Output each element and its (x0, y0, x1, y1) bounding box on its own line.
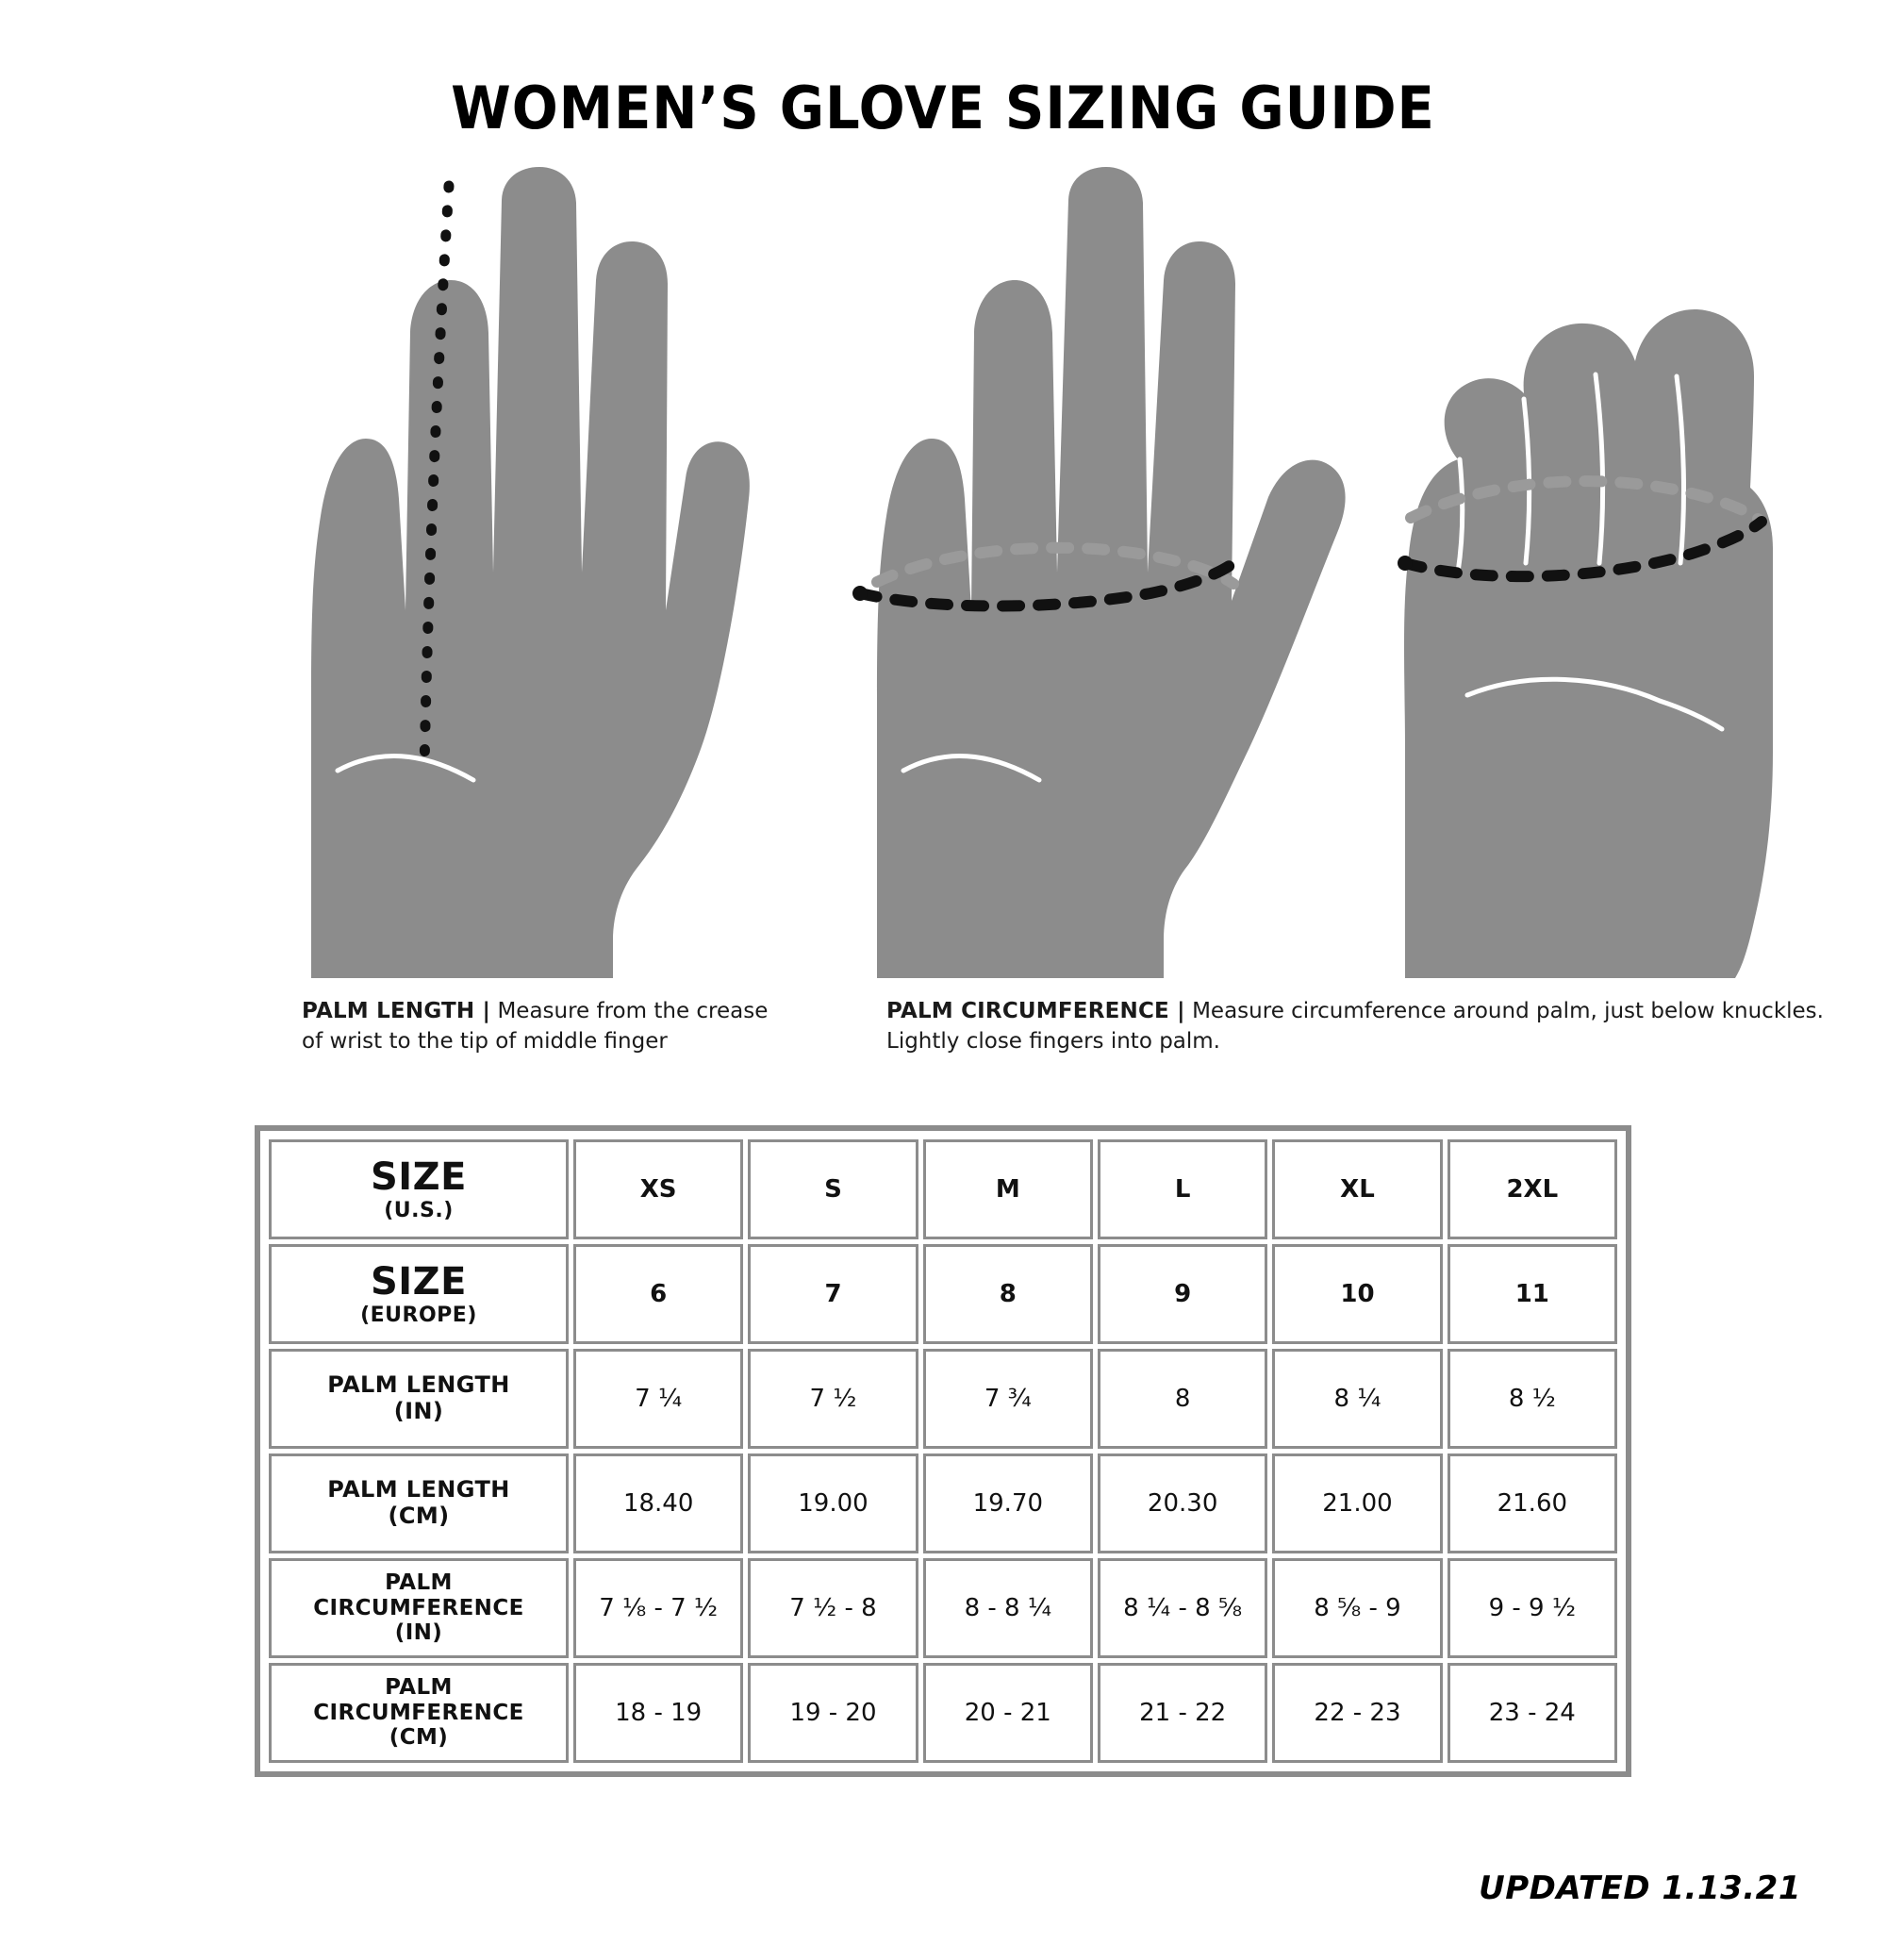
cell: 7 ¾ (923, 1349, 1093, 1449)
cell: 21 - 22 (1098, 1663, 1267, 1763)
caption-palm-circumference (886, 997, 1829, 1056)
caption-palm-circumference-label: PALM CIRCUMFERENCE | (886, 999, 1185, 1023)
row-header-size-us (269, 1139, 569, 1239)
closed-fist-illustration (1377, 167, 1811, 983)
cell: 8 ¼ (1272, 1349, 1442, 1449)
captions-row (57, 997, 1829, 1101)
row-header-palm-circumference-in (269, 1558, 569, 1658)
caption-palm-length (302, 997, 792, 1056)
cell: 7 ⅛ - 7 ½ (573, 1558, 743, 1658)
table-row (269, 1453, 1617, 1553)
cell: 9 (1098, 1244, 1267, 1344)
row-header-sub: (EUROPE) (360, 1304, 477, 1328)
cell: 18 - 19 (573, 1663, 743, 1763)
cell: 2XL (1448, 1139, 1617, 1239)
cell: 9 - 9 ½ (1448, 1558, 1617, 1658)
cell: 19 - 20 (748, 1663, 918, 1763)
row-header-sub: (U.S.) (384, 1199, 454, 1223)
cell: 19.00 (748, 1453, 918, 1553)
row-header-sub: (CM) (389, 1725, 449, 1751)
row-header-main: SIZE (370, 1260, 468, 1304)
cell: 8 - 8 ¼ (923, 1558, 1093, 1658)
cell: 6 (573, 1244, 743, 1344)
cell: 20.30 (1098, 1453, 1267, 1553)
row-header-sub: (CM) (388, 1503, 450, 1529)
row-header-main: PALM CIRCUMFERENCE (313, 1570, 524, 1620)
caption-palm-length-text: Measure from the crease of wrist to the tip of middle finger (302, 999, 769, 1054)
caption-palm-length-label: PALM LENGTH | (302, 999, 491, 1023)
table-row (269, 1244, 1617, 1344)
row-header-main: SIZE (370, 1155, 468, 1200)
row-header-main: PALM LENGTH (327, 1476, 510, 1503)
row-header-palm-circumference-cm (269, 1663, 569, 1763)
cell: 7 ½ - 8 (748, 1558, 918, 1658)
cell: 11 (1448, 1244, 1617, 1344)
cell: 8 (1098, 1349, 1267, 1449)
cell: 19.70 (923, 1453, 1093, 1553)
page-title: WOMEN’S GLOVE SIZING GUIDE (451, 74, 1435, 142)
illustrations-row (57, 167, 1829, 997)
cell: 7 ½ (748, 1349, 918, 1449)
cell: 20 - 21 (923, 1663, 1093, 1763)
cell: 7 (748, 1244, 918, 1344)
cell: L (1098, 1139, 1267, 1239)
cell: XS (573, 1139, 743, 1239)
cell: 18.40 (573, 1453, 743, 1553)
sizing-table-container (255, 1125, 1631, 1777)
updated-date: UPDATED 1.13.21 (1479, 1869, 1801, 1907)
row-header-palm-length-cm (269, 1453, 569, 1553)
open-hand-palm-circumference-illustration (839, 167, 1367, 983)
sizing-guide-page (0, 74, 1886, 1960)
cell: 8 ¼ - 8 ⅝ (1098, 1558, 1267, 1658)
cell: 8 ⅝ - 9 (1272, 1558, 1442, 1658)
cell: S (748, 1139, 918, 1239)
cell: XL (1272, 1139, 1442, 1239)
table-row (269, 1349, 1617, 1449)
cell: 21.60 (1448, 1453, 1617, 1553)
row-header-sub: (IN) (394, 1620, 443, 1646)
caption-palm-circumference-text: Measure circumference around palm, just below knuckles. Lightly close fingers into palm. (886, 999, 1824, 1054)
cell: M (923, 1139, 1093, 1239)
table-row (269, 1558, 1617, 1658)
cell: 8 (923, 1244, 1093, 1344)
cell: 21.00 (1272, 1453, 1442, 1553)
row-header-sub: (IN) (393, 1398, 444, 1424)
cell: 22 - 23 (1272, 1663, 1442, 1763)
table-row (269, 1139, 1617, 1239)
sizing-table-body (269, 1139, 1617, 1763)
row-header-main: PALM LENGTH (327, 1371, 510, 1399)
row-header-size-europe (269, 1244, 569, 1344)
sizing-table (264, 1135, 1622, 1768)
table-row (269, 1663, 1617, 1763)
cell: 7 ¼ (573, 1349, 743, 1449)
row-header-main: PALM CIRCUMFERENCE (313, 1675, 524, 1725)
cell: 10 (1272, 1244, 1442, 1344)
open-hand-palm-length-illustration (255, 167, 764, 983)
row-header-palm-length-in (269, 1349, 569, 1449)
cell: 23 - 24 (1448, 1663, 1617, 1763)
cell: 8 ½ (1448, 1349, 1617, 1449)
